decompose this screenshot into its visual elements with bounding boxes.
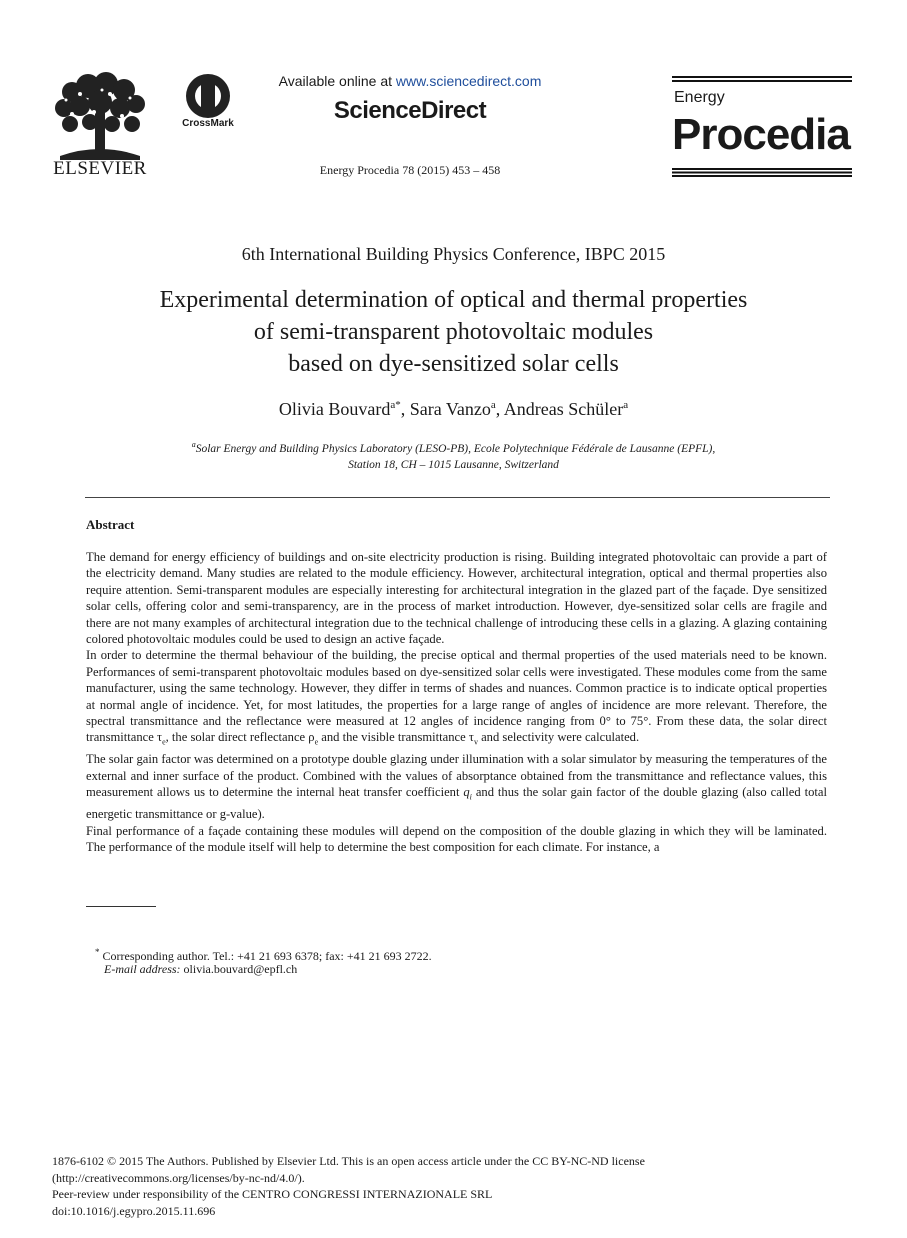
abstract-paragraph: Final performance of a façade containing these modules will depend on the composition of the double glazing in which they will be laminated. The performance of the module itself will help to determine the best composition for each climate. For instance, a <box>86 823 827 854</box>
title-line: based on dye-sensitized solar cells <box>288 351 619 377</box>
footnote-rule <box>86 906 156 907</box>
affiliation <box>60 437 847 473</box>
journal-reference: Energy Procedia 78 (2015) 453 – 458 <box>319 163 501 177</box>
abstract-paragraph <box>86 751 827 822</box>
abstract-text: and thus the solar gain factor of the double glazing (also called total energetic transmittance or g-value). <box>86 785 827 822</box>
author-name: Sara Vanzo <box>409 399 491 419</box>
rho-symbol: ρ <box>308 730 315 745</box>
subscript: v <box>473 737 478 747</box>
author-separator: , <box>400 399 410 419</box>
paper-title <box>60 284 847 380</box>
author-list <box>0 399 907 420</box>
email-address[interactable]: olivia.bouvard@epfl.ch <box>180 962 298 976</box>
abstract-text: In order to determine the thermal behaviour of the building, the precise optical and thermal properties of the used materials need to be known. Performances of semi-transparent photovoltaic modules based on dye-sensitized solar cells were investigated. These modules come from the same manufacturer, using the same technology. However, they differ in terms of shades and nuances. Common practice is to indicate optical properties at normal angle of incidence. Yet, for most latitudes, the properties for a large range of angles of incidence are more relevant. Therefore, the spectral transmittance and the reflectance were measured at 12 angles of incidence ranging from 0° to 75°. From these data, the solar direct transmittance <box>86 648 827 745</box>
abstract-paragraph: The demand for energy efficiency of buildings and on-site electricity production is rising. Building integrated photovoltaic can provide a part of the electricity demand. Many studies are related to the module efficiency. However, architectural integration, optical and thermal properties also require attention. Semi-transparent modules are especially interesting for architectural integration in the glazed part of the façade. Dye sensitized solar cells, offering color and semi-transparency, are in the process of market introduction. However, dye-sensitized solar cells are fragile and there are not many examples of architectural integration due to the technical challenge of introducing these cells in a glazing. A glazing containing colored photovoltaic modules could be used to design an active façade. <box>86 550 827 647</box>
crossmark-label: CrossMark <box>182 118 234 129</box>
conference-name: 6th International Building Physics Conference, IBPC 2015 <box>241 244 666 264</box>
available-online-line <box>230 73 590 89</box>
author-separator: , <box>495 399 504 419</box>
author-name: Andreas Schüler <box>503 399 624 419</box>
license-url[interactable]: (http://creativecommons.org/licenses/by-nc-nd/4.0/). <box>52 1170 305 1185</box>
tau-symbol: τ <box>468 730 474 745</box>
footnote-text: Corresponding author. Tel.: +41 21 693 6378; fax: +41 21 693 2722. <box>99 949 432 963</box>
subscript: e <box>314 737 319 747</box>
subscript: i <box>469 792 472 802</box>
subscript: e <box>162 737 166 747</box>
peer-review-line: Peer-review under responsibility of the CENTRO CONGRESSI INTERNAZIONALE SRL <box>52 1187 493 1201</box>
abstract-text: , the solar direct reflectance <box>165 730 309 745</box>
author-name: Olivia Bouvard <box>278 399 391 419</box>
email-label: E-mail address: <box>104 962 181 976</box>
sciencedirect-link[interactable]: www.sciencedirect.com <box>395 73 542 89</box>
affiliation-mark: a <box>191 440 196 449</box>
journal-logo-procedia: Procedia <box>672 110 850 159</box>
affiliation-text: Solar Energy and Building Physics Laboratory (LESO-PB), Ecole Polytechnique Fédérale de Lausanne (EPFL), <box>195 442 716 455</box>
sciencedirect-logo: ScienceDirect <box>333 97 487 124</box>
abstract-text: and selectivity were calculated. <box>477 730 640 745</box>
abstract-text: and the visible transmittance <box>318 730 469 745</box>
journal-logo-energy: Energy <box>674 89 725 106</box>
affiliation-line <box>60 437 847 457</box>
abstract-paragraph <box>86 647 827 751</box>
license-line: 1876-6102 © 2015 The Authors. Published by Elsevier Ltd. This is an open access article under the CC BY-NC-ND license <box>52 1154 645 1168</box>
author-affiliation-mark: a <box>623 399 629 411</box>
abstract-body <box>86 549 827 855</box>
doi-line[interactable]: doi:10.1016/j.egypro.2015.11.696 <box>52 1203 216 1218</box>
title-line: Experimental determination of optical and thermal properties <box>159 287 748 313</box>
abstract-text: The solar gain factor was determined on a prototype double glazing under illumination with a solar simulator by measuring the temperatures of the external and inner surface of the product. Combined with the values of absorptance obtained from the transmittance and reflectance values, this measurement allows us to determine the internal heat transfer coefficient <box>86 752 827 800</box>
author-affiliation-mark: a <box>490 399 496 411</box>
title-line: of semi-transparent photovoltaic modules <box>253 319 654 345</box>
affiliation-line: Station 18, CH – 1015 Lausanne, Switzerland <box>348 458 559 471</box>
available-prefix: Available online at <box>278 73 396 89</box>
footnote-mark: * <box>95 947 100 957</box>
email-note <box>104 962 297 977</box>
publisher-name: ELSEVIER <box>53 158 147 179</box>
journal-logo-bottom-rule <box>672 168 852 177</box>
journal-logo-top-rule <box>672 76 852 82</box>
tau-symbol: τ <box>157 730 163 745</box>
page-footer <box>52 1153 852 1219</box>
abstract-heading: Abstract <box>86 517 135 532</box>
qi-symbol: q <box>463 785 470 800</box>
author-affiliation-mark: a* <box>390 399 401 411</box>
header-divider <box>85 497 830 498</box>
